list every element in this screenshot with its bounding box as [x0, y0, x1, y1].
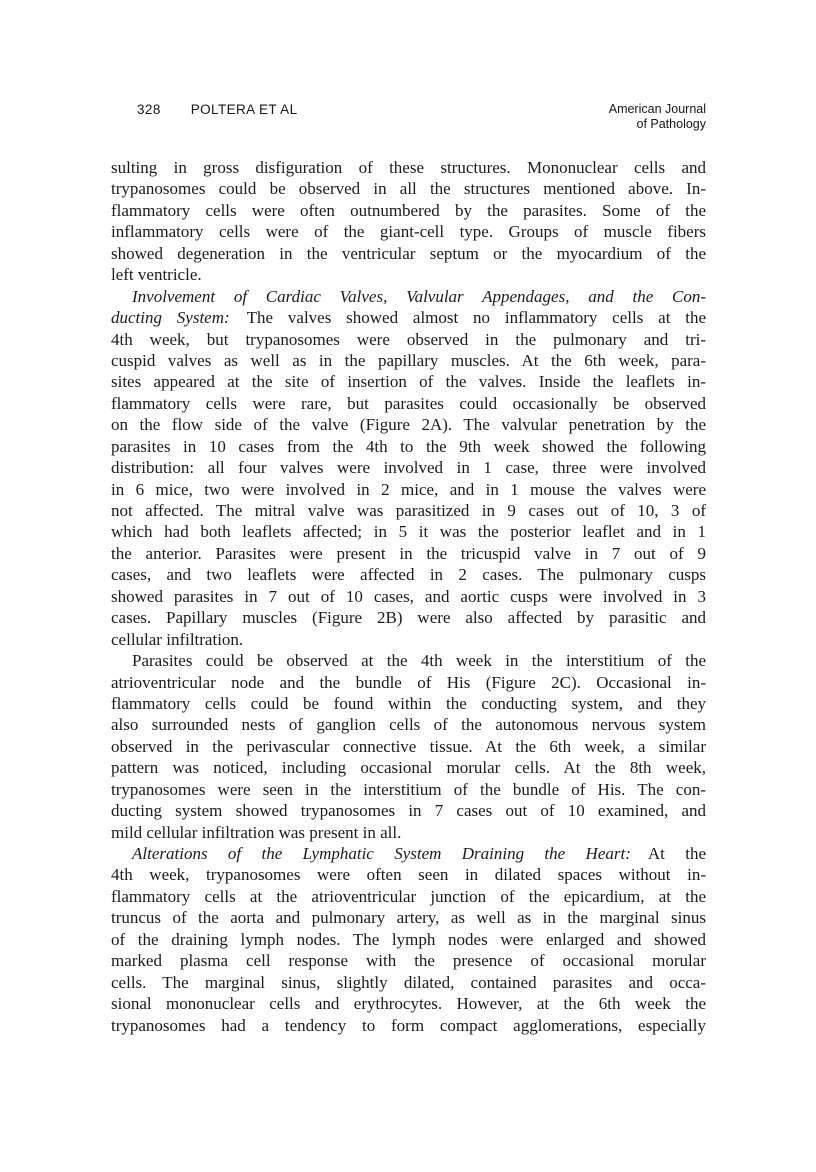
text-line [111, 543, 706, 564]
text-segment: the anterior. Parasites were present in the tricuspid valve in 7 out of 9 [111, 543, 706, 563]
text-line [111, 822, 706, 843]
text-segment: mild cellular infiltration was present in all. [111, 822, 402, 842]
text-segment: also surrounded nests of ganglion cells of the autonomous nervous system [111, 715, 706, 735]
text-segment: The valves showed almost no inflammatory cells at the [229, 308, 706, 328]
text-line [111, 286, 706, 307]
text-segment: truncus of the aorta and pulmonary artery, as well as in the marginal sinus [111, 908, 706, 928]
text-segment: of the draining lymph nodes. The lymph nodes were enlarged and showed [111, 929, 706, 949]
text-line [111, 779, 706, 800]
text-line [111, 414, 706, 435]
text-line [111, 993, 706, 1014]
text-line [111, 1015, 706, 1036]
text-line [111, 479, 706, 500]
page-header [137, 102, 706, 131]
text-line [111, 886, 706, 907]
text-line [111, 757, 706, 778]
text-line [111, 457, 706, 478]
text-segment: distribution: all four valves were involved in 1 case, three were involved [111, 458, 706, 478]
text-line [111, 200, 706, 221]
text-line [111, 693, 706, 714]
text-line [111, 329, 706, 350]
text-line [111, 350, 706, 371]
text-segment: cases. Papillary muscles (Figure 2B) were also affected by parasitic and [111, 608, 706, 628]
text-segment: trypanosomes were seen in the interstitium of the bundle of His. The con- [111, 779, 706, 799]
text-line [111, 500, 706, 521]
text-segment: sulting in gross disfiguration of these structures. Mononuclear cells and [111, 158, 706, 177]
text-line [111, 371, 706, 392]
text-line [111, 607, 706, 628]
running-head: POLTERA ET AL [190, 102, 298, 117]
text-segment: showed parasites in 7 out of 10 cases, and aortic cusps were involved in 3 [111, 586, 706, 606]
text-line [111, 157, 706, 178]
text-line [111, 672, 706, 693]
text-segment: flammatory cells were often outnumbered by the parasites. Some of the [111, 200, 706, 220]
text-segment: flammatory cells could be found within the conducting system, and they [111, 693, 706, 713]
text-line [111, 564, 706, 585]
text-segment: trypanosomes could be observed in all the structures mentioned above. In- [111, 179, 706, 199]
text-segment: cuspid valves as well as in the papillary muscles. At the 6th week, para- [111, 350, 706, 370]
text-segment: cells. The marginal sinus, slightly dilated, contained parasites and occa- [111, 972, 706, 992]
journal-name-line1: American Journal [608, 102, 706, 116]
text-segment: left ventricle. [111, 265, 202, 285]
text-segment: sites appeared at the site of insertion of the valves. Inside the leaflets in- [111, 372, 706, 392]
text-segment: observed in the perivascular connective tissue. At the 6th week, a similar [111, 736, 706, 756]
text-segment: not affected. The mitral valve was parasitized in 9 cases out of 10, 3 of [111, 501, 706, 520]
text-segment: atrioventricular node and the bundle of His (Figure 2C). Occasional in- [111, 672, 706, 692]
text-line [111, 736, 706, 757]
text-line [111, 436, 706, 457]
text-line [111, 221, 706, 242]
text-segment: ducting system showed trypanosomes in 7 cases out of 10 examined, and [111, 801, 706, 821]
italic-text-segment: Alterations of the Lymphatic System Draining the Heart: [132, 844, 631, 863]
text-segment: marked plasma cell response with the presence of occasional morular [111, 951, 706, 971]
text-line [111, 864, 706, 885]
text-line [111, 714, 706, 735]
text-segment: on the flow side of the valve (Figure 2A). The valvular penetration by the [111, 415, 706, 435]
text-line [111, 178, 706, 199]
text-segment: 4th week, trypanosomes were often seen in dilated spaces without in- [111, 865, 706, 885]
italic-text-segment: Involvement of Cardiac Valves, Valvular Appendages, and the Con- [132, 286, 706, 306]
text-line [111, 907, 706, 928]
text-segment: cellular infiltration. [111, 629, 244, 649]
text-segment: At the [630, 844, 706, 863]
text-line [111, 950, 706, 971]
text-line [111, 243, 706, 264]
journal-name-line2: of Pathology [636, 116, 706, 131]
text-segment: inflammatory cells were of the giant-cell type. Groups of muscle fibers [111, 222, 706, 242]
text-segment: cases, and two leaflets were affected in 2 cases. The pulmonary cusps [111, 565, 706, 585]
text-segment: in 6 mice, two were involved in 2 mice, and in 1 mouse the valves were [111, 479, 706, 499]
text-line [111, 264, 706, 285]
text-segment: showed degeneration in the ventricular septum or the myocardium of the [111, 243, 706, 263]
journal-name [609, 102, 706, 131]
text-segment: pattern was noticed, including occasional morular cells. At the 8th week, [111, 758, 706, 778]
text-line [111, 521, 706, 542]
text-segment: Parasites could be observed at the 4th week in the interstitium of the [132, 651, 706, 671]
text-line [111, 929, 706, 950]
text-line [111, 843, 706, 864]
text-segment: which had both leaflets affected; in 5 it was the posterior leaflet and in 1 [111, 522, 706, 542]
text-segment: parasites in 10 cases from the 4th to the 9th week showed the following [111, 436, 706, 456]
text-segment: sional mononuclear cells and erythrocytes. However, at the 6th week the [111, 994, 706, 1014]
text-line [111, 307, 706, 328]
running-head-group [137, 102, 297, 117]
text-segment: trypanosomes had a tendency to form compact agglomerations, especially [111, 1015, 706, 1035]
text-line [111, 586, 706, 607]
text-line [111, 800, 706, 821]
page-number: 328 [137, 102, 161, 117]
text-segment: flammatory cells at the atrioventricular junction of the epicardium, at the [111, 886, 706, 906]
text-line [111, 972, 706, 993]
text-line [111, 629, 706, 650]
italic-text-segment: ducting System: [111, 308, 230, 328]
article-text [111, 157, 706, 1036]
text-line [111, 393, 706, 414]
text-line [111, 650, 706, 671]
text-segment: 4th week, but trypanosomes were observed in the pulmonary and tri- [111, 329, 706, 349]
text-segment: flammatory cells were rare, but parasites could occasionally be observed [111, 393, 706, 413]
